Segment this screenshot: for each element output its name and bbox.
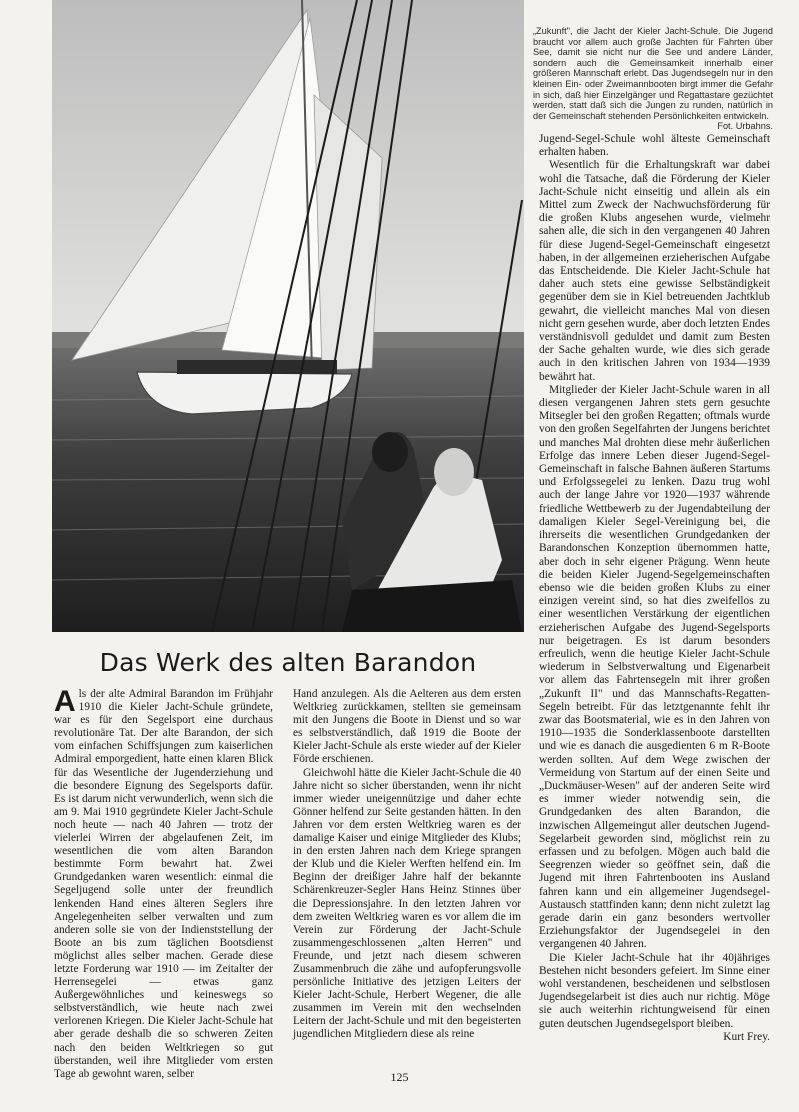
article-headline: Das Werk des alten Barandon	[99, 648, 477, 677]
sailing-yacht-photo	[52, 0, 524, 632]
middle-text-column	[293, 688, 521, 1042]
caption-text: „Zukunft", die Jacht der Kieler Jacht-Schule. Die Jugend braucht vor allem auch große Jachten für Fahrten über See, damit sie nicht nur die See und andere Länder, sondern auch die Gemeinsamkeit innerhalb einer größeren Mannschaft erlebt. Das Jugendsegeln nur in den kleinen Ein- oder Zweimannbooten birgt immer die Gefahr in sich, daß hier Einzelgänger und Regattastare gezüchtet werden, statt daß sich die Jungen zu runden, natürlich in der Gemeinschaft stehenden Persönlichkeiten entwickeln.	[533, 26, 773, 121]
paragraph: Hand anzulegen. Als die Aelteren aus dem ersten Weltkrieg zurückkamen, stellten sie gemeinsam mit den Jungens die Boote in Dienst und so war es selbstverständlich, daß 1919 die Boote der Kieler Jacht-Schule als erste wieder auf der Kieler Förde erschienen.	[293, 688, 521, 766]
yacht-photo-illustration	[52, 0, 524, 632]
paragraph: Mitglieder der Kieler Jacht-Schule waren in all diesen vergangenen Jahren stets gern gesuchte Mitsegler bei den großen Regatten; oftmals wurde von den großen Segelfahrten der Jungens berichtet und manches Mal drohten diese mehr äußerlichen Erfolge das innere Leben dieser Jugend-Segel-Gemeinschaft in falsche Bahnen äußeren Startums und Erfolgssegelei zu lenken. Dazu trug wohl auch der lange Jahre vor 1920—1937 währende friedliche Wettbewerb zu der Jugendabteilung der damaligen Kieler Segel-Vereinigung bei, die ihrerseits die wesentlichen Grundgedanken der Barandonschen Konzeption übernommen hatte, aber doch in sehr eigener Prägung. Wenn heute die beiden Kieler Jugend-Segelgemeinschaften ebenso wie die beiden großen Klubs zu einer einzigen vereint sind, so hat dies zweifellos zu einer wesentlichen Verstärkung der eigentlichen erzieherischen Aufgabe des Jugend-Segelsports nur beigetragen. Es ist darum besonders erfreulich, wenn die heutige Kieler Jacht-Schule wiederum in Selbstverwaltung und Eigenarbeit vor allem das Fahrtensegeln mit ihrer großen „Zukunft II" und das Mannschafts-Regatten-Segeln betreibt. Für das letztgenannte fehlt ihr zwar das Bootsmaterial, wie es in den Jahren von 1910—1935 die Sonderklassenboote darstellten und wie es danach die ausgedienten 6 m R-Boote werden sollten. Auf dem Wege zwischen der Vermeidung von Startum auf der einen Seite und „Duckmäuser-Wesen" auf der anderen Seite wird es immer wieder notwendig sein, die Grundgedanken des alten Barandon, die inzwischen Allgemeingut aller deutschen Jugend-Segelarbeit geworden sind, möglichst rein zu erfassen und zu befolgen. Mögen auch bald die Seegrenzen wieder so geöffnet sein, daß die Jugend mit ihren Fahrtenbooten ins Ausland fahren kann und ein allgemeiner Jugendsegel-Austausch stattfinden kann; denn nicht zuletzt lag gerade darin ein ganz besonders wertvoller Erziehungsfaktor der Jugendsegelei in den vergangenen 40 Jahren.	[539, 383, 770, 951]
drop-cap: A	[54, 685, 76, 718]
page-number: 125	[390, 1070, 409, 1084]
author-signature: Kurt Frey.	[723, 1030, 770, 1043]
paragraph-text: ls der alte Admiral Barandon im Frühjahr 1910 die Kieler Jacht-Schule gründete, war es für den Segelsport eine durchaus revolutionäre Tat. Der alte Barandon, der sich vom einfachen Schiffsjungen zum kaiserlichen Admiral emporgedient, hatte einen klaren Blick für das Wesentliche der Jugenderziehung und die besondere Eignung des Segelsports dafür. Es ist darum nicht verwunderlich, wenn sich die am 9. Mai 1910 gegründete Kieler Jacht-Schule noch heute — nach 40 Jahren — trotz der vielerlei Wirren der abgelaufenen Zeit, im wesentlichen die vom alten Barandon bestimmte Form bewahrt hat. Zwei Grundgedanken waren wesentlich: einmal die Segeljugend solle unter der freundlich lenkenden Hand eines älteren Seglers ihre Angelegenheiten selber verwalten und zum anderen solle sie von der Indienststellung der Boote an bis zum täglichen Bootsdienst möglichst alles selber machen. Gerade diese letzte Forderung war 1910 — im Zeitalter der Herrensegelei — etwas ganz Außergewöhnliches und keineswegs so selbstverständlich, wie heute nach zwei verlorenen Kriegen. Die Kieler Jacht-Schule hat aber gerade deshalb die so schweren Zeiten nach den beiden Weltkriegen so gut überstanden, weil ihre Mitglieder vom ersten Tage ab gewohnt waren, selber	[54, 688, 273, 1080]
paragraph: Die Kieler Jacht-Schule hat ihr 40jähriges Bestehen nicht besonders gefeiert. Im Sinne einer wohl verstandenen, bescheidenen und selbstlosen Jugendsegelarbeit ist dies auch nur richtig. Möge sie auch weiterhin richtungweisend für einen guten deutschen Jugendsegelsport bleiben.	[539, 951, 770, 1030]
left-text-column	[54, 685, 273, 1081]
paragraph	[54, 685, 273, 1081]
paragraph: Gleichwohl hätte die Kieler Jacht-Schule die 40 Jahre nicht so sicher überstanden, wenn ihr nicht immer wieder uneigennützige und daher echte Gönner helfend zur Seite gestanden hätten. In den Jahren vor dem ersten Weltkrieg waren es der damalige Kaiser und einige Mitglieder des Klubs; in den ersten Jahren nach dem Kriege sprangen der Klub und die Kieler Werften helfend ein. Im Beginn der dreißiger Jahre half der bekannte Schärenkreuzer-Segler Hans Heinz Stinnes über die Depressionsjahre. In den letzten Jahren vor dem zweiten Weltkrieg waren es vor allem die im Verein zur Förderung der Jacht-Schule zusammengeschlossenen „alten Herren" und Freunde, und jetzt nach diesem schweren Zusammenbruch die zähe und aufopferungsvolle persönliche Initiative des jetzigen Leiters der Kieler Jacht-Schule, Herbert Wegener, die alle zusammen im Verein mit den wechselnden Leitern der Jacht-Schule und mit den begeisterten jugendlichen Mitgliedern diese als reine	[293, 766, 521, 1041]
paragraph: Jugend-Segel-Schule wohl älteste Gemeinschaft erhalten haben.	[539, 133, 770, 159]
paragraph: Wesentlich für die Erhaltungskraft war dabei wohl die Tatsache, daß die Förderung der Kieler Jacht-Schule nicht einseitig und allein als ein Mittel zum Zweck der Nachwuchsförderung für die großen Klubs angesehen wurde, vielmehr sahen alle, die sich in den vergangenen 40 Jahren für diese Jugend-Segel-Gemeinschaft eingesetzt haben, in der allgemeinen erzieherischen Aufgabe das Entscheidende. Die Kieler Jacht-Schule hat daher auch stets eine gewisse Selbständigkeit gegenüber dem sie in Kiel betreuenden Jachtklub gewahrt, die vielleicht manches Mal von diesen nicht gern gesehen wurde, aber doch letzten Endes verständnisvoll geduldet und damit zum Besten der Sache gehalten wurde, wie dies sich gerade auch in den kritischen Jahren von 1934—1939 bewährt hat.	[539, 159, 770, 383]
right-text-column	[539, 133, 770, 1044]
photo-caption	[533, 26, 773, 132]
photo-credit: Fot. Urbahns.	[717, 121, 773, 132]
